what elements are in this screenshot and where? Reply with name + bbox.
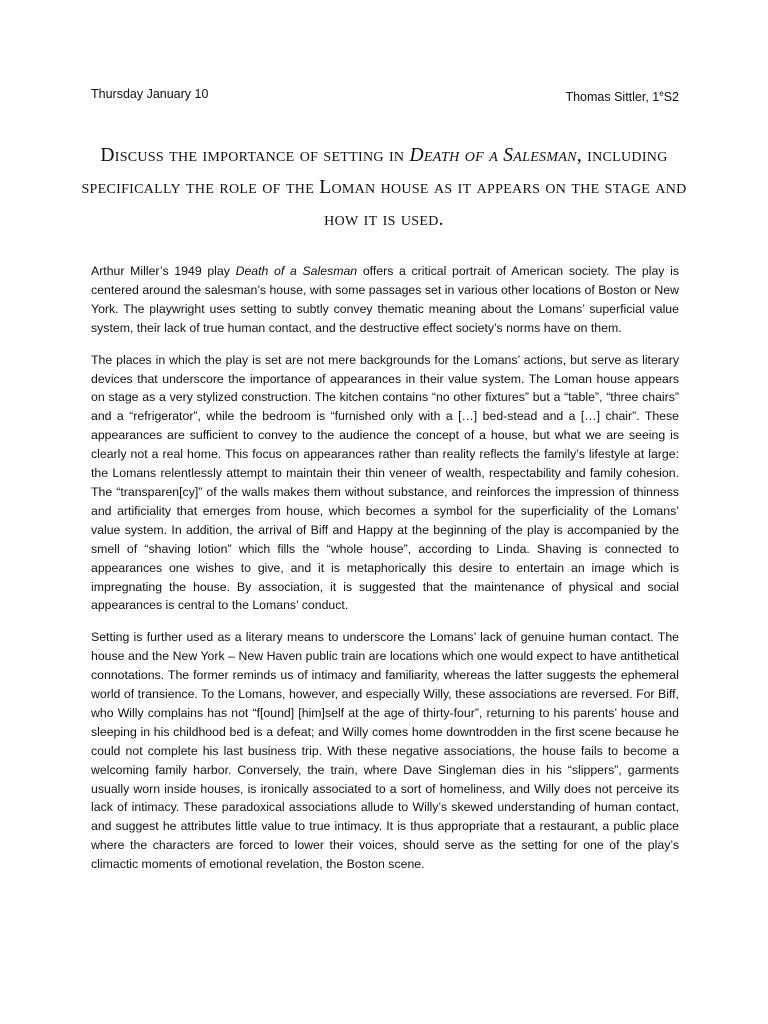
date-line: Thursday January 10 (91, 87, 209, 101)
paragraph-1-italic-title: Death of a Salesman (235, 264, 358, 278)
title-part-2: , including specifically the role of the Loman house as it appears on the stage and how it is used. (81, 145, 687, 230)
author-superscript: e (659, 89, 664, 98)
author-class: S2 (663, 90, 679, 105)
paragraph-1-rest: offers a critical portrait of American society. The play is centered around the salesman’s house, with some passages set in various other locations of Boston or New York. The playwright uses setting to subtly convey thematic meaning about the Lomans’ superficial value system, their lack of true human contact, and the destructive effect society’s norms have on them. (91, 264, 679, 335)
title-part-1: Discuss the importance of setting in (100, 145, 410, 166)
essay-title (70, 140, 698, 236)
author-line (565, 86, 679, 105)
title-italic-work: Death of a Salesman (409, 145, 577, 166)
author-name: Thomas Sittler, 1 (565, 90, 660, 105)
paragraph-1-start: Arthur Miller’s 1949 play (91, 264, 236, 278)
header-row (91, 86, 679, 105)
paragraph-1 (91, 262, 679, 338)
paragraph-3: Setting is further used as a literary means to underscore the Lomans’ lack of genuine human contact. The house and the New York – New Haven public train are locations which one would expect to have antithetical connotations. The former reminds us of intimacy and familiarity, whereas the latter suggests the ephemeral world of transience. To the Lomans, however, and especially Willy, these associations are reversed. For Biff, who Willy complains has not “f[ound] [him]self at the age of thirty-four”, returning to his parents’ house and sleeping in his childhood bed is a defeat; and Willy comes home downtrodden in the first scene because he could not complete his last business trip. With these negative associations, the house fails to become a welcoming family harbor. Conversely, the train, where Dave Singleman dies in his “slippers”, garments usually worn inside houses, is ironically associated to a sort of homeliness, and Willy does not perceive its lack of intimacy. These paradoxical associations allude to Willy’s skewed understanding of human contact, and suggest he attributes little value to true intimacy. It is thus appropriate that a restaurant, a public place where the characters are forced to lower their voices, should serve as the setting for one of the play’s climactic moments of emotional revelation, the Boston scene. (91, 630, 679, 872)
essay-body (91, 262, 679, 887)
paragraph-2: The places in which the play is set are not mere backgrounds for the Lomans’ actions, but serve as literary devices that underscore the importance of appearances in their value system. The Loman house appears on stage as a very stylized construction. The kitchen contains “no other fixtures” but a “table”, “three chairs” and a “refrigerator”, while the bedroom is “furnished only with a […] bed-stead and a […] chair”. These appearances are sufficient to convey to the audience the concept of a house, but what we are seeing is clearly not a real home. This focus on appearances rather than reality reflects the family’s lifestyle at large: the Lomans relentlessly attempt to maintain their thin veneer of wealth, respectability and family cohesion. The “transparen[cy]” of the walls makes them without substance, and reinforces the impression of thinness and artificiality that emerges from house, which becomes a symbol for the superficiality of the Lomans’ value system. In addition, the arrival of Biff and Happy at the beginning of the play is accompanied by the smell of “shaving lotion” which fills the “whole house”, according to Linda. Shaving is connected to appearances one wishes to give, and it is metaphorically this desire to entertain an image which is impregnating the house. By association, it is suggested that the maintenance of physical and social appearances is central to the Lomans’ conduct. (91, 352, 679, 613)
